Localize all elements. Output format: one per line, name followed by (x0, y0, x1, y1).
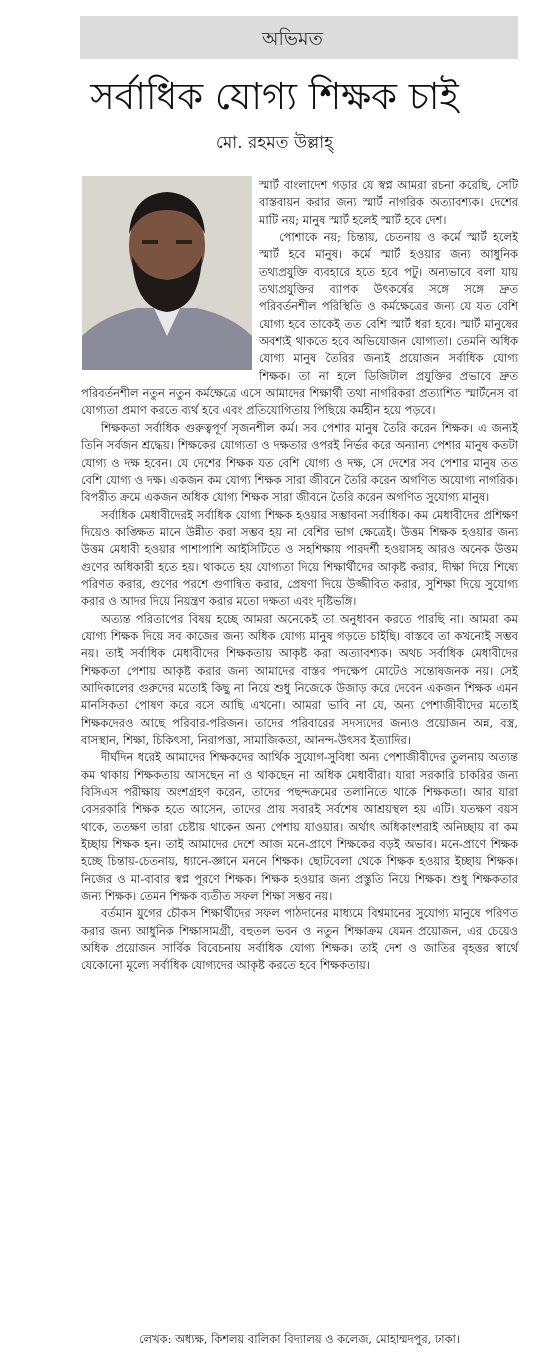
article-paragraph: বর্তমান যুগের চৌকস শিক্ষার্থীদের সফল পাঠদানের মাধ্যমে বিশ্বমানের সুযোগ্য মানুষে পরিণত করার জন্য আধুনিক শিক্ষাসামগ্রী, বহুতল ভবন ও নতুন শিক্ষাক্রম যেমন প্রয়োজন, এর চেয়েও অধিক প্রয়োজন সার্বিক বিবেচনায় সর্বাধিক যোগ্য শিক্ষক। তাই দেশ ও জাতির বৃহত্তর স্বার্থে যেকোনো মূল্যে সর্বাধিক যোগ্যদের আকৃষ্ট করতে হবে শিক্ষকতায়। (81, 906, 518, 973)
author-byline: মো. রহমত উল্লাহ্ (215, 133, 334, 153)
section-label: অভিমত (262, 28, 323, 50)
photo-wrap-space (81, 177, 259, 385)
article-paragraph: অত্যন্ত পরিতাপের বিষয় হচ্ছে আমরা অনেকেই তা অনুধাবন করতে পারছি না। আমরা কম যোগ্য শিক্ষক দিয়ে সব কাজের জন্য অধিক যোগ্য মানুষ গড়তে চাইছি। বাস্তবে তা কখনোই সম্ভব নয়। তাই সর্বাধিক মেধাবীদের শিক্ষকতায় আকৃষ্ট করা অত্যাবশ্যক। অথচ সর্বাধিক মেধাবীদের শিক্ষকতা পেশায় আকৃষ্ট করার জন্য আমাদের বাস্তব পদক্ষেপ মোটেও সন্তোষজনক নয়। সেই আদিকালের গুরুদের মতোই কিছু না নিয়ে শুধু নিজেকে উজাড় করে দেবেন একজন শিক্ষক এমন মানসিকতা পোষণ করে বসে আছি এখনো। আমরা ভাবি না যে, অন্য পেশাজীবীদের মতোই শিক্ষকদেরও আছে পরিবার-পরিজন। তাদের পরিবারের সদস্যদের জন্যও প্রয়োজন অন্ন, বস্ত্র, বাসস্থান, শিক্ষা, চিকিৎসা, নিরাপত্তা, সামাজিকতা, আনন্দ-উৎসব ইত্যাদির। (81, 611, 518, 747)
article-body (81, 177, 518, 975)
article-paragraph: স্মার্ট বাংলাদেশ গড়ার যে স্বপ্ন আমরা রচনা করেছি, সেটি বাস্তবায়ন করার জন্য স্মার্ট নাগরিক অত্যাবশ্যক। দেশের মাটি নয়; মানুষ স্মার্ট হলেই স্মার্ট হবে দেশ। (259, 178, 518, 227)
article-headline: সর্বাধিক যোগ্য শিক্ষক চাই (90, 75, 459, 118)
article-paragraph: শিক্ষকতা সর্বাধিক গুরুত্বপূর্ণ সৃজনশীল কর্ম। সব পেশার মানুষ তৈরি করেন শিক্ষক। এ জন্যই তিনি সর্বজন শ্রদ্ধেয়। শিক্ষকের যোগ্যতা ও দক্ষতার ওপরই নির্ভর করে অন্যান্য পেশার মানুষ কতটা যোগ্য ও দক্ষ হবেন। যে দেশের শিক্ষক যত বেশি যোগ্য ও দক্ষ, সে দেশের সব পেশার মানুষ তত বেশি যোগ্য ও দক্ষ। একজন কম যোগ্য শিক্ষক সারা জীবনে তৈরি করেন অগণিত অযোগ্য নাগরিক। বিপরীত ক্রমে একজন অধিক যোগ্য শিক্ষক সারা জীবনে তৈরি করেন অগণিত সুযোগ্য মানুষ। (81, 420, 518, 505)
author-footnote: লেখক: অধ্যক্ষ, কিশলয় বালিকা বিদ্যালয় ও কলেজ, মোহাম্মদপুর, ঢাকা। (139, 1332, 460, 1346)
section-label-bar (80, 16, 518, 59)
article-paragraph: পোশাকে নয়; চিন্তায়, চেতনায় ও কর্মে স্মার্ট হলেই স্মার্ট হবে মানুষ। কর্মে স্মার্ট হওয়ার জন্য আধুনিক তথ্যপ্রযুক্তি ব্যবহারে হতে হবে পটু। অন্যভাবে বলা যায় তথ্যপ্রযুক্তির ব্যাপক উৎকর্ষের সঙ্গে সঙ্গে দ্রুত পরিবর্তনশীল পরিস্থিতি ও কর্মক্ষেত্রের জন্য যে যত বেশি যোগ্য হবে তাকেই তত বেশি স্মার্ট ধরা হবে। স্মার্ট মানুষের অবশ্যই থাকতে হবে অভিযোজন যোগ্যতা। তেমনি অধিক যোগ্য মানুষ তৈরির জন্যই প্রয়োজন সর্বাধিক যোগ্য শিক্ষক। তা না হলে ডিজিটাল প্রযুক্তির প্রভাবে দ্রুত পরিবর্তনশীল নতুন নতুন কর্মক্ষেত্রে এসে আমাদের শিক্ষার্থী তথা নাগরিকরা প্রত্যাশিত স্মার্টনেস বা যোগ্যতা প্রমাণ করতে ব্যর্থ হবে এবং প্রতিযোগিতায় পিছিয়ে কর্মহীন হয়ে পড়বে। (81, 230, 518, 418)
article-paragraph: দীর্ঘদিন ধরেই আমাদের শিক্ষকদের আর্থিক সুযোগ-সুবিধা অন্য পেশাজীবীদের তুলনায় অত্যন্ত কম থাকায় শিক্ষকতায় আসছেন না ও থাকছেন না অধিক মেধাবীরা। যারা সরকারি চাকরির জন্য বিসিএস পরীক্ষায় অংশগ্রহণ করেন, তাদের পছন্দক্রমের তলানিতে থাকে শিক্ষকতা। আর যারা বেসরকারি শিক্ষক হতে আসেন, তাদের প্রায় সবারই সর্বশেষ আশ্রয়স্থল হয় এটি। যতক্ষণ বয়স থাকে, ততক্ষণ তারা চেষ্টায় থাকেন অন্য পেশায় যাওয়ার। অর্থাৎ অধিকাংশরাই অনিচ্ছায় বা কম ইচ্ছায় শিক্ষক হন। তাই আমাদের দেশে আজ মনে-প্রাণে শিক্ষকের বড়ই অভাব। মনে-প্রাণে শিক্ষক হচ্ছে চিন্তায়-চেতনায়, ধ্যানে-জ্ঞানে মননে শিক্ষক। ছোটবেলা থেকে শিক্ষক হওয়ার ইচ্ছায় শিক্ষক। নিজের ও মা-বাবার স্বপ্ন পূরণে শিক্ষক। শিক্ষক হওয়ার জন্য প্রস্তুতি নিয়ে শিক্ষক। শুধু শিক্ষকতার জন্য শিক্ষক। তেমন শিক্ষক ব্যতীত সফল শিক্ষা সম্ভব নয়। (81, 750, 518, 904)
article-paragraph: সর্বাধিক মেধাবীদেরই সর্বাধিক যোগ্য শিক্ষক হওয়ার সম্ভাবনা সর্বাধিক। কম মেধাবীদের প্রশিক্ষণ দিয়েও কাঙ্ক্ষিত মানে উন্নীত করা সম্ভব হয় না বেশির ভাগ ক্ষেত্রেই। উত্তম শিক্ষক হওয়ার জন্য উত্তম মেধাবী হওয়ার পাশাপাশি আইসিটিতে ও সহশিক্ষায় পারদর্শী হওয়াসহ আরও অনেক উত্তম গুণের অধিকারী হতে হয়। থাকতে হয় যোগ্যতা দিয়ে শিক্ষার্থীদের আকৃষ্ট করার, দীক্ষা দিয়ে শিষ্যে পরিণত করার, গুণের পরশে গুণান্বিত করার, প্রেষণা দিয়ে উজ্জীবিত করার, সুশিক্ষা দিয়ে সুযোগ্য করার ও আদর দিয়ে নিয়ন্ত্রণ করার মতো দক্ষতা এবং দৃষ্টিভঙ্গি। (81, 507, 518, 609)
